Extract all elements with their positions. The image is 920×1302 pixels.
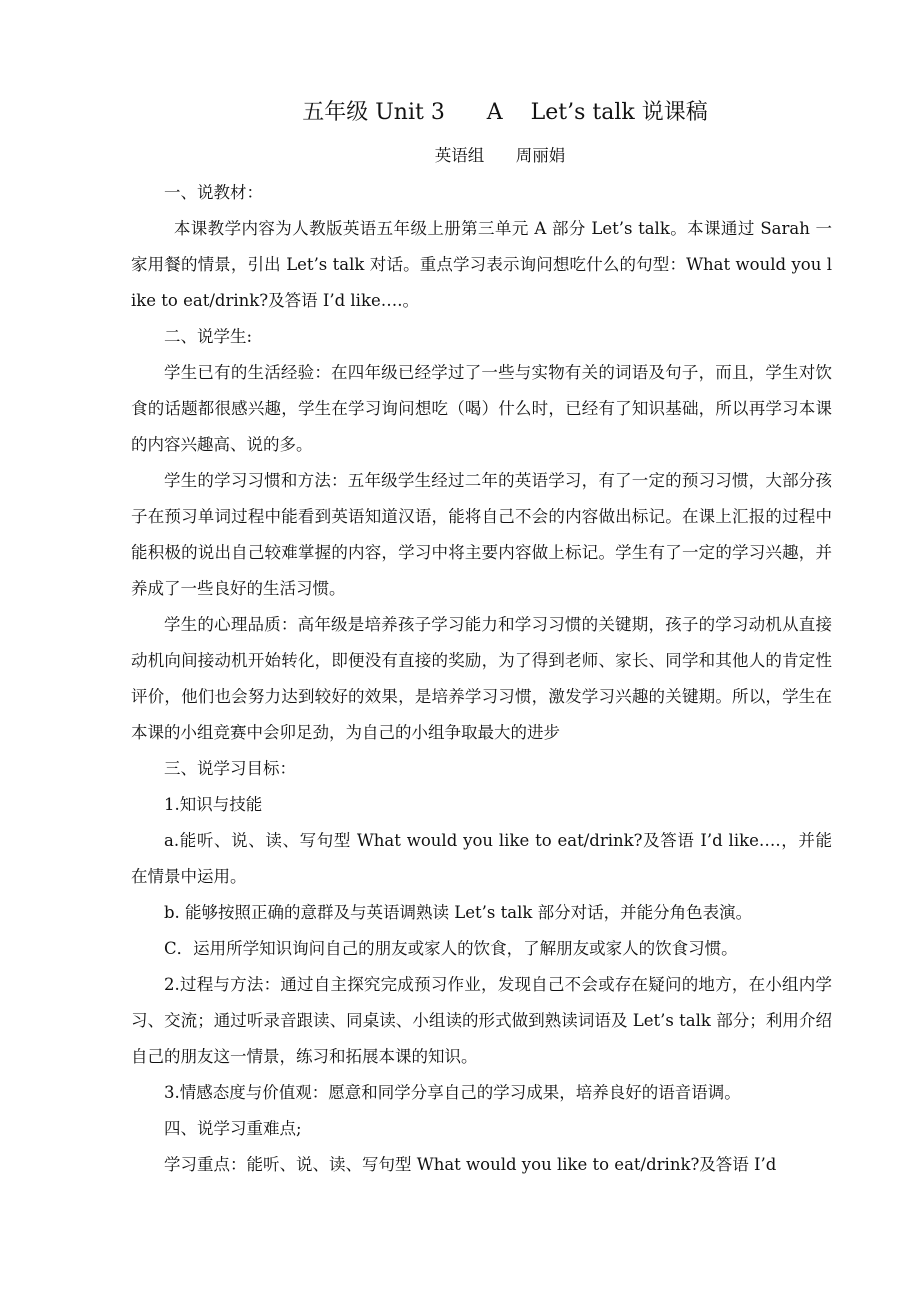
goal-item-b: b. 能够按照正确的意群及与英语调熟读 Let’s talk 部分对话，并能分角色表演。 (164, 903, 753, 922)
section-heading-students: 二、说学生: (164, 327, 253, 346)
section-heading-goals: 三、说学习目标： (164, 759, 296, 778)
section-heading-textbook: 一、说教材： (164, 183, 263, 202)
goal-attitude-values: 3.情感态度与价值观：愿意和同学分享自己的学习成果，培养良好的语音语调。 (164, 1083, 741, 1102)
goal-knowledge-skills: 1.知识与技能 (164, 795, 263, 814)
paragraph-textbook: 本课教学内容为人教版英语五年级上册第三单元 A 部分 Let’s talk。本课通过 Sarah 一家用餐的情景，引出 Let’s talk 对话。重点学习表示询问想吃什么的句型：What would you like to eat/drink?及答语 I’d like….。 (131, 219, 832, 310)
paragraph-psychology: 学生的心理品质：高年级是培养孩子学习能力和学习习惯的关键期，孩子的学习动机从直接动机向间接动机开始转化，即便没有直接的奖励，为了得到老师、家长、同学和其他人的肯定性评价，他们也会努力达到较好的效果，是培养学习习惯，激发学习兴趣的关键期。所以，学生在本课的小组竞赛中会卯足劲，为自己的小组争取最大的进步 (131, 615, 832, 742)
goal-item-c: C．运用所学知识询问自己的朋友或家人的饮食，了解朋友或家人的饮食习惯。 (164, 939, 738, 958)
paragraph-key-points: 学习重点：能听、说、读、写句型 What would you like to eat/drink?及答语 I’d (164, 1155, 777, 1174)
document-body (131, 175, 832, 1183)
document-title: 五年级 Unit 3 A Let’s talk 说课稿 (302, 100, 708, 125)
goal-process-method: 2.过程与方法：通过自主探究完成预习作业，发现自己不会或存在疑问的地方，在小组内学习、交流；通过听录音跟读、同桌读、小组读的形式做到熟读词语及 Let’s talk 部分；利用介绍自己的朋友这一情景，练习和拓展本课的知识。 (131, 975, 832, 1066)
paragraph-life-experience: 学生已有的生活经验：在四年级已经学过了一些与实物有关的词语及句子，而且，学生对饮食的话题都很感兴趣，学生在学习询问想吃（喝）什么时，已经有了知识基础，所以再学习本课的内容兴趣高、说的多。 (131, 363, 832, 454)
goal-item-a: a.能听、说、读、写句型 What would you like to eat/drink?及答语 I’d like….，并能在情景中运用。 (131, 831, 832, 886)
section-heading-key-points: 四、说学习重难点; (164, 1119, 302, 1138)
paragraph-study-habits: 学生的学习习惯和方法：五年级学生经过二年的英语学习，有了一定的预习习惯，大部分孩子在预习单词过程中能看到英语知道汉语，能将自己不会的内容做出标记。在课上汇报的过程中能积极的说出自己较难掌握的内容，学习中将主要内容做上标记。学生有了一定的学习兴趣，并养成了一些良好的生活习惯。 (131, 471, 832, 598)
author-line: 英语组 周丽娟 (434, 146, 566, 165)
